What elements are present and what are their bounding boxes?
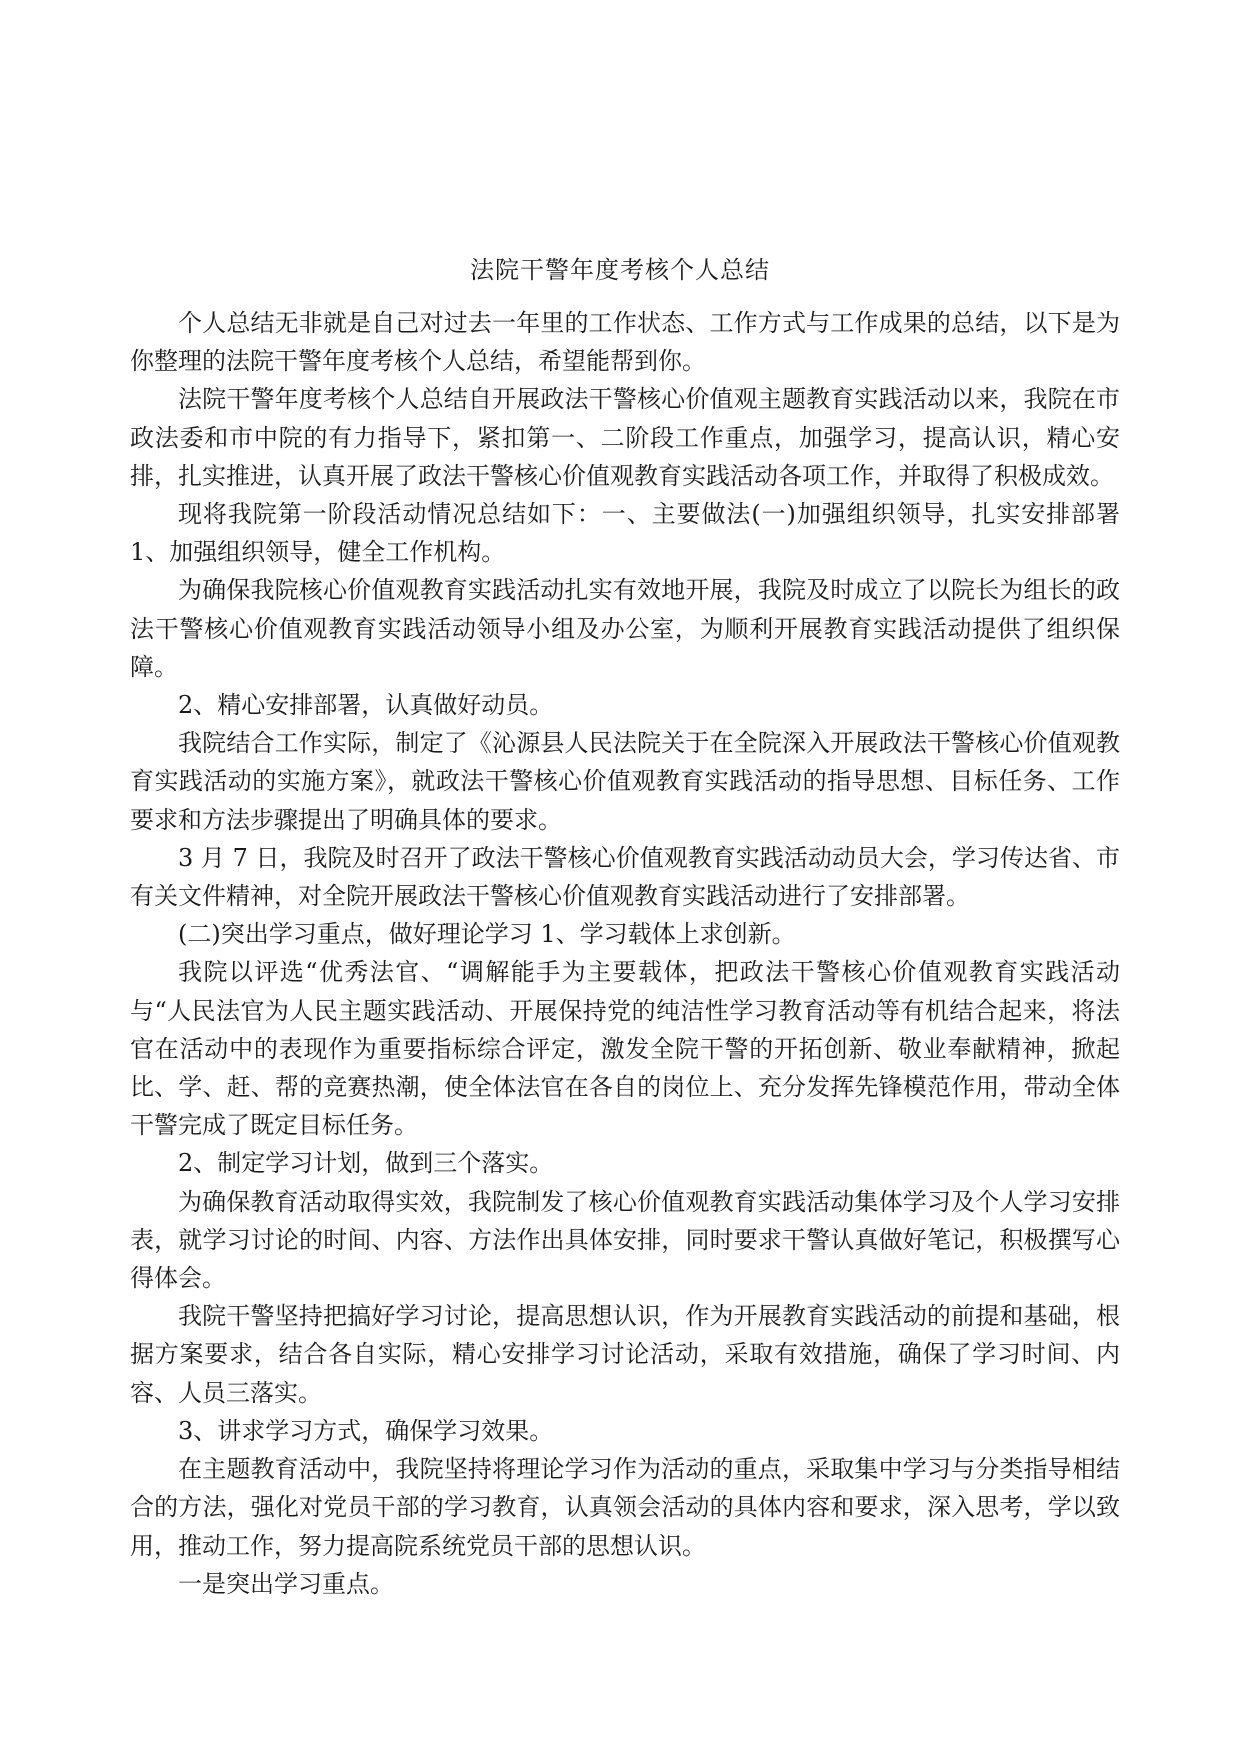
- document-title: 法院干警年度考核个人总结: [470, 256, 770, 284]
- paragraph: 法院干警年度考核个人总结自开展政法干警核心价值观主题教育实践活动以来，我院在市政法委和市中院的有力指导下，紧扣第一、二阶段工作重点，加强学习，提高认识，精心安排，扎实推进，认真开展了政法干警核心价值观教育实践活动各项工作，并取得了积极成效。: [130, 385, 1120, 490]
- paragraph: 3、讲求学习方式，确保学习效果。: [178, 1416, 554, 1445]
- paragraph: 我院干警坚持把搞好学习讨论，提高思想认识，作为开展教育实践活动的前提和基础，根据方案要求，结合各自实际，精心安排学习讨论活动，采取有效措施，确保了学习时间、内容、人员三落实。: [130, 1302, 1120, 1407]
- document-body: [130, 304, 1120, 1603]
- paragraph: 个人总结无非就是自己对过去一年里的工作状态、工作方式与工作成果的总结，以下是为你整理的法院干警年度考核个人总结，希望能帮到你。: [130, 309, 1120, 376]
- paragraph: 3 月 7 日，我院及时召开了政法干警核心价值观教育实践活动动员大会，学习传达省、市有关文件精神，对全院开展政法干警核心价值观教育实践活动进行了安排部署。: [130, 843, 1120, 911]
- paragraph: 一是突出学习重点。: [178, 1569, 394, 1598]
- paragraph: 为确保教育活动取得实效，我院制发了核心价值观教育实践活动集体学习及个人学习安排表，就学习讨论的时间、内容、方法作出具体安排，同时要求干警认真做好笔记，积极撰写心得体会。: [130, 1187, 1120, 1293]
- paragraph: 我院以评选“优秀法官、“调解能手为主要载体，把政法干警核心价值观教育实践活动与“人民法官为人民主题实践活动、开展保持党的纯洁性学习教育活动等有机结合起来，将法官在活动中的表现作为重要指标综合评定，激发全院干警的开拓创新、敬业奉献精神，掀起比、学、赶、帮的竞赛热潮，使全体法官在各自的岗位上、充分发挥先锋模范作用，带动全体干警完成了既定目标任务。: [130, 958, 1120, 1140]
- paragraph: 我院结合工作实际，制定了《沁源县人民法院关于在全院深入开展政法干警核心价值观教育实践活动的实施方案》，就政法干警核心价值观教育实践活动的指导思想、目标任务、工作要求和方法步骤提出了明确具体的要求。: [130, 729, 1120, 834]
- paragraph: 在主题教育活动中，我院坚持将理论学习作为活动的重点，采取集中学习与分类指导相结合的方法，强化对党员干部的学习教育，认真领会活动的具体内容和要求，深入思考，学以致用，推动工作，努力提高院系统党员干部的思想认识。: [130, 1455, 1120, 1560]
- paragraph: (二)突出学习重点，做好理论学习 1、学习载体上求创新。: [178, 920, 796, 949]
- paragraph: 现将我院第一阶段活动情况总结如下：一、主要做法(一)加强组织领导，扎实安排部署 1、加强组织领导，健全工作机构。: [130, 500, 1120, 567]
- paragraph: 为确保我院核心价值观教育实践活动扎实有效地开展，我院及时成立了以院长为组长的政法干警核心价值观教育实践活动领导小组及办公室，为顺利开展教育实践活动提供了组织保障。: [130, 576, 1120, 681]
- paragraph: 2、精心安排部署，认真做好动员。: [178, 691, 554, 720]
- paragraph: 2、制定学习计划，做到三个落实。: [178, 1149, 554, 1178]
